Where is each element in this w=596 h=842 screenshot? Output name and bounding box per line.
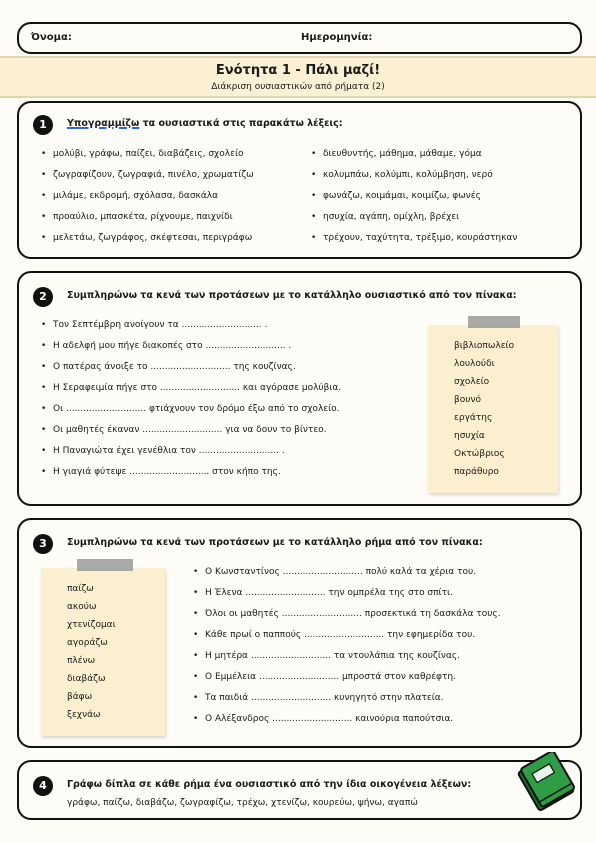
sentence: • Οι ............................ φτιάχνουν τον δρόμο έξω από το σχολείο. (53, 404, 340, 414)
sentence: • Η Σεραφειμία πήγε στο ............................ και αγόρασε μολύβια. (53, 383, 341, 393)
sentence: • Οι μαθητές έκαναν ............................ για να δουν το βίντεο. (53, 425, 327, 435)
word-bank-item: παράθυρο (454, 467, 499, 477)
page-title: Ενότητα 1 - Πάλι μαζί! (215, 63, 381, 78)
word-group: • μελετάω, ζωγράφος, σκέφτεσαι, περιγράφω (53, 233, 252, 243)
exercise-4-number: 4 (33, 776, 53, 796)
sentence: • Κάθε πρωί ο παππούς ............................ την εφημερίδα του. (205, 630, 475, 640)
exercise-1-box (17, 101, 582, 259)
word-group: • ζωγραφίζουν, ζωγραφιά, πινέλο, χρωματίζω (53, 170, 254, 180)
exercise-3-box (17, 518, 582, 748)
word-bank-item: σχολείο (454, 377, 490, 387)
sentence: • Τον Σεπτέμβρη ανοίγουν τα ............................ . (53, 320, 267, 330)
word-group: • μιλάμε, εκδρομή, σχόλασα, δασκάλα (53, 191, 218, 201)
word-bank-note (41, 568, 165, 736)
word-bank-item: εργάτης (454, 413, 493, 423)
sentence: • Η Έλενα ............................ την ομπρέλα της στο σπίτι. (205, 588, 453, 598)
sentence: • Η αδελφή μου πήγε διακοπές στο ............................ . (53, 341, 291, 351)
name-label: Όνομα: (31, 32, 72, 43)
exercise-2-instruction: Συμπληρώνω τα κενά των προτάσεων με το κατάλληλο ουσιαστικό από τον πίνακα: (67, 290, 517, 301)
sentence: • Η μητέρα ............................ τα ντουλάπια της κουζίνας. (205, 651, 460, 661)
word-bank-item: λουλούδι (454, 359, 495, 369)
exercise-2-number: 2 (33, 287, 53, 307)
word-bank-item: βουνό (454, 395, 481, 405)
sentence: • Η Παναγιώτα έχει γενέθλια τον ............................ . (53, 446, 285, 456)
word-bank-item: ακούω (67, 602, 97, 612)
word-bank-item: αγοράζω (67, 638, 108, 648)
word-bank-item: βάφω (67, 692, 93, 702)
word-group: • φωνάζω, κοιμάμαι, κοιμίζω, φωνές (323, 191, 481, 201)
word-bank-item: πλένω (67, 656, 96, 666)
word-group: • τρέχουν, ταχύτητα, τρέξιμο, κουράστηκαν (323, 233, 517, 243)
word-group: • μολύβι, γράφω, παίζει, διαβάζεις, σχολείο (53, 149, 244, 159)
sentence: • Ο Εμμέλεια ............................ μπροστά στον καθρέφτη. (205, 672, 456, 682)
word-group: • κολυμπάω, κολύμπι, κολύμβηση, νερό (323, 170, 493, 180)
sentence: • Ο πατέρας άνοιξε το ............................ της κουζίνας. (53, 362, 296, 372)
word-bank-item: Οκτώβριος (454, 449, 505, 459)
student-info-box (17, 22, 582, 54)
word-bank-item: παίζω (67, 584, 94, 594)
exercise-3-number: 3 (33, 534, 53, 554)
exercise-4-instruction: Γράφω δίπλα σε κάθε ρήμα ένα ουσιαστικό από την ίδια οικογένεια λέξεων: (67, 779, 472, 790)
date-label: Ημερομηνία: (301, 32, 373, 43)
exercise-4-box (17, 760, 582, 820)
sentence: • Ο Κωνσταντίνος ............................ πολύ καλά τα χέρια του. (205, 567, 476, 577)
sentence: • Ο Αλέξανδρος ............................ καινούρια παπούτσια. (205, 714, 453, 724)
word-bank-item: ησυχία (454, 431, 485, 441)
word-bank-item: ξεχνάω (67, 710, 101, 720)
word-bank-item: διαβάζω (67, 674, 106, 684)
exercise-2-box (17, 271, 582, 506)
sentence: • Τα παιδιά ............................ κυνηγητό στην πλατεία. (205, 693, 444, 703)
word-bank-item: χτενίζομαι (67, 620, 116, 630)
instruction-text: τα ουσιαστικά στις παρακάτω λέξεις: (139, 118, 343, 129)
word-group: • ησυχία, αγάπη, ομίχλη, βρέχει (323, 212, 459, 222)
exercise-1-instruction (67, 118, 343, 129)
word-bank-item: βιβλιοπωλείο (454, 341, 515, 351)
exercise-3-instruction: Συμπληρώνω τα κενά των προτάσεων με το κατάλληλο ρήμα από τον πίνακα: (67, 537, 483, 548)
sentence: • Η γιαγιά φύτεψε ............................ στον κήπο της. (53, 467, 281, 477)
title-band (0, 56, 596, 98)
tape-strip (468, 316, 520, 328)
tape-strip (77, 559, 133, 571)
word-bank-note (428, 325, 558, 493)
sentence: • Όλοι οι μαθητές ............................ προσεκτικά τη δασκάλα τους. (205, 609, 501, 619)
word-group: • διευθυντής, μάθημα, μάθαμε, γόμα (323, 149, 482, 159)
book-icon (514, 752, 578, 812)
page-subtitle: Διάκριση ουσιαστικών από ρήματα (2) (211, 82, 385, 92)
instruction-underlined-word: Υπογραμμίζω (67, 118, 140, 129)
verb-list: γράφω, παίζω, διαβάζω, ζωγραφίζω, τρέχω, χτενίζω, κουρεύω, ψήνω, αγαπώ (67, 798, 418, 808)
exercise-1-number: 1 (33, 115, 53, 135)
word-group: • προαύλιο, μπασκέτα, ρίχνουμε, παιχνίδι (53, 212, 233, 222)
